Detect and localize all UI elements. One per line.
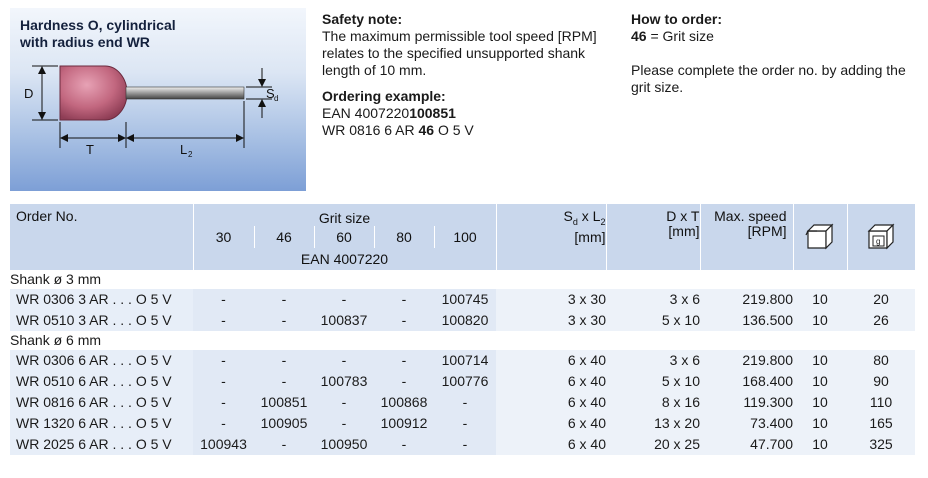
grit-cell: 100950	[314, 434, 374, 455]
pack-cell: 10	[793, 350, 847, 371]
safety-note-heading: Safety note:	[322, 11, 403, 27]
grinder-drawing	[10, 8, 306, 191]
grit-cell: 100905	[254, 413, 314, 434]
col-header-dxt: D x T [mm]	[606, 204, 700, 270]
grit-cell: -	[193, 350, 254, 371]
grit-cell: -	[254, 434, 314, 455]
grit-cell: -	[314, 289, 374, 310]
dim-l2-label: L	[180, 142, 188, 157]
product-title-line1: Hardness O, cylindrical	[20, 17, 176, 33]
grit-cell: -	[374, 371, 434, 392]
order-no-cell: WR 0816 6 AR . . . O 5 V	[10, 392, 193, 413]
col-header-dxt-unit: [mm]	[668, 223, 700, 239]
how-to-order-grit: 46 = Grit size	[631, 28, 714, 44]
dim-t-label: T	[86, 142, 94, 157]
col-header-max-speed-unit: [RPM]	[747, 223, 787, 239]
grit-cell: -	[374, 310, 434, 331]
table-row	[10, 350, 915, 371]
sd-l2-cell: 6 x 40	[496, 350, 606, 371]
order-no-cell: WR 0306 6 AR . . . O 5 V	[10, 350, 193, 371]
order-no-cell: WR 1320 6 AR . . . O 5 V	[10, 413, 193, 434]
weight-cell: 165	[847, 413, 915, 434]
grit-header-4: 100	[434, 226, 496, 248]
grit-cell: -	[374, 434, 434, 455]
product-title-line2: with radius end WR	[20, 34, 150, 50]
table-row	[10, 392, 915, 413]
sd-l2-cell: 6 x 40	[496, 434, 606, 455]
dim-s-label: S	[266, 86, 275, 101]
dim-d-label: D	[24, 86, 34, 101]
dim-l2-subscript: 2	[188, 150, 193, 159]
grit-cell: -	[374, 350, 434, 371]
sd-l2-cell: 6 x 40	[496, 371, 606, 392]
dxt-cell: 20 x 25	[606, 434, 700, 455]
weight-cell: 80	[847, 350, 915, 371]
product-illustration-panel	[10, 8, 306, 191]
group-shank-6mm: Shank ø 6 mm	[10, 331, 915, 350]
table-row	[10, 413, 915, 434]
order-no-cell: WR 0510 6 AR . . . O 5 V	[10, 371, 193, 392]
sd-l2-cell: 6 x 40	[496, 392, 606, 413]
ordering-example-heading: Ordering example:	[322, 88, 446, 104]
speed-cell: 119.300	[700, 392, 793, 413]
grit-cell: -	[434, 392, 496, 413]
how-to-order-text1: Please complete the order no. by adding the	[631, 62, 906, 78]
grit-cell: 100783	[314, 371, 374, 392]
col-header-weight	[847, 204, 915, 270]
grit-cell: -	[314, 413, 374, 434]
grit-cell: -	[254, 350, 314, 371]
how-to-order-text2: grit size.	[631, 79, 684, 95]
sd-l2-cell: 3 x 30	[496, 310, 606, 331]
how-to-order-heading: How to order:	[631, 11, 722, 27]
speed-cell: 168.400	[700, 371, 793, 392]
product-table	[10, 204, 915, 455]
grit-cell: 100943	[193, 434, 254, 455]
dxt-cell: 8 x 16	[606, 392, 700, 413]
weight-cell: 26	[847, 310, 915, 331]
pack-cell: 10	[793, 413, 847, 434]
how-to-order-block	[631, 11, 921, 96]
grit-cell: -	[434, 413, 496, 434]
grit-cell: -	[193, 392, 254, 413]
grit-cell: 100776	[434, 371, 496, 392]
col-header-sd-l2: $S_d$ x $L_2$ [mm]	[496, 204, 606, 270]
grit-cell: -	[434, 434, 496, 455]
table-row	[10, 289, 915, 310]
pack-cell: 10	[793, 434, 847, 455]
col-header-pack-qty	[793, 204, 847, 270]
weight-icon-g-label: g	[876, 236, 881, 246]
grit-cell: -	[314, 392, 374, 413]
grit-cell: -	[193, 310, 254, 331]
col-header-grit-size: Grit size	[193, 204, 496, 226]
grit-header-1: 46	[254, 226, 314, 248]
ordering-example-ean: EAN 4007220100851	[322, 105, 456, 121]
pack-cell: 10	[793, 371, 847, 392]
sd-l2-cell: 6 x 40	[496, 413, 606, 434]
grit-cell: 100851	[254, 392, 314, 413]
pack-cell: 10	[793, 310, 847, 331]
pack-cell: 10	[793, 289, 847, 310]
speed-cell: 219.800	[700, 289, 793, 310]
safety-note-line3: length of 10 mm.	[322, 62, 427, 78]
dxt-cell: 3 x 6	[606, 289, 700, 310]
speed-cell: 47.700	[700, 434, 793, 455]
pack-cell: 10	[793, 392, 847, 413]
dim-s-subscript: d	[274, 94, 279, 103]
group-shank-3mm: Shank ø 3 mm	[10, 270, 915, 289]
grit-cell: 100820	[434, 310, 496, 331]
grit-cell: -	[314, 350, 374, 371]
grit-cell: 100714	[434, 350, 496, 371]
grinder-head-shape	[60, 66, 127, 120]
safety-note-block	[322, 11, 612, 139]
grit-cell: -	[254, 310, 314, 331]
grit-cell: -	[374, 289, 434, 310]
grit-cell: 100745	[434, 289, 496, 310]
table-row	[10, 434, 915, 455]
order-no-cell: WR 2025 6 AR . . . O 5 V	[10, 434, 193, 455]
order-no-cell: WR 0306 3 AR . . . O 5 V	[10, 289, 193, 310]
ordering-example-code: WR 0816 6 AR 46 O 5 V	[322, 122, 474, 138]
weight-box-icon	[865, 221, 897, 251]
grit-cell: 100912	[374, 413, 434, 434]
dxt-cell: 13 x 20	[606, 413, 700, 434]
grit-header-0: 30	[193, 226, 254, 248]
grit-cell: 100837	[314, 310, 374, 331]
order-no-cell: WR 0510 3 AR . . . O 5 V	[10, 310, 193, 331]
col-header-max-speed: Max. speed [RPM]	[700, 204, 793, 270]
ean-prefix-header: EAN 4007220	[193, 248, 496, 270]
col-header-sd-l2-unit: [mm]	[574, 228, 606, 245]
dxt-cell: 3 x 6	[606, 350, 700, 371]
grit-cell: 100868	[374, 392, 434, 413]
grit-cell: -	[193, 289, 254, 310]
package-box-icon	[804, 221, 836, 251]
grit-cell: -	[254, 371, 314, 392]
grit-cell: -	[254, 289, 314, 310]
dxt-cell: 5 x 10	[606, 310, 700, 331]
grit-header-2: 60	[314, 226, 374, 248]
grit-header-3: 80	[374, 226, 434, 248]
sd-l2-cell: 3 x 30	[496, 289, 606, 310]
weight-cell: 20	[847, 289, 915, 310]
speed-cell: 73.400	[700, 413, 793, 434]
weight-cell: 110	[847, 392, 915, 413]
weight-cell: 325	[847, 434, 915, 455]
safety-note-line2: relates to the specified unsupported shank	[322, 45, 586, 61]
table-row	[10, 310, 915, 331]
speed-cell: 219.800	[700, 350, 793, 371]
weight-cell: 90	[847, 371, 915, 392]
safety-note-line1: The maximum permissible tool speed [RPM]	[322, 28, 597, 44]
grinder-shank-shape	[126, 87, 244, 99]
speed-cell: 136.500	[700, 310, 793, 331]
col-header-order-no: Order No.	[10, 204, 193, 270]
grit-cell: -	[193, 413, 254, 434]
dxt-cell: 5 x 10	[606, 371, 700, 392]
grit-cell: -	[193, 371, 254, 392]
table-row	[10, 371, 915, 392]
